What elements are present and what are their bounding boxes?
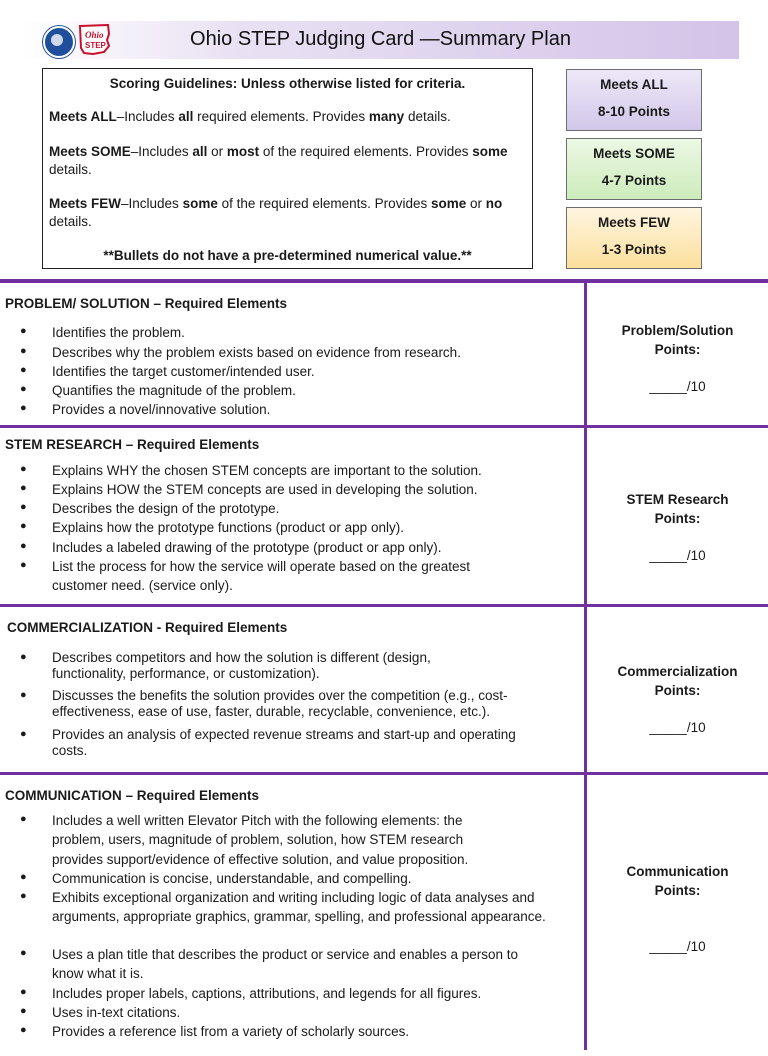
score-key-meets-some bbox=[566, 138, 702, 200]
score-label-points: Points: bbox=[654, 342, 701, 357]
list-item: ● Identifies the problem. bbox=[52, 323, 554, 342]
score-key-meets-few bbox=[566, 207, 702, 269]
score-label-points: Points: bbox=[654, 683, 701, 698]
guideline-meets-some: Meets SOME–Includes all or most of the required elements. Provides some details. bbox=[49, 144, 508, 177]
score-key-label: Meets ALL bbox=[600, 77, 668, 92]
score-blank[interactable]: _____/10 bbox=[649, 379, 706, 394]
section-divider bbox=[0, 425, 768, 428]
section-divider bbox=[0, 604, 768, 607]
score-label: Commercialization bbox=[617, 664, 738, 679]
bullet-icon: ● bbox=[20, 986, 27, 998]
list-item: ● Includes a labeled drawing of the prototype (product or app only). bbox=[52, 538, 554, 557]
score-key-points: 4-7 Points bbox=[601, 173, 667, 188]
bullet-icon: ● bbox=[20, 1005, 27, 1017]
score-label: STEM Research bbox=[626, 492, 729, 507]
score-key-label: Meets SOME bbox=[593, 146, 675, 161]
score-blank[interactable]: _____/10 bbox=[649, 939, 706, 954]
list-item: ● Exhibits exceptional organization and writing including logic of data analyses and arguments, appropriate graphics, grammar, spelling, and professional appearance. bbox=[52, 888, 554, 927]
svg-text:STEP: STEP bbox=[85, 41, 106, 50]
bullet-icon: ● bbox=[20, 383, 27, 395]
score-label: Problem/Solution bbox=[621, 323, 734, 338]
score-key-meets-all bbox=[566, 69, 702, 131]
list-item: ● Quantifies the magnitude of the problem. bbox=[52, 381, 554, 400]
list-item: ● Describes why the problem exists based on evidence from research. bbox=[52, 343, 554, 362]
score-stem-research bbox=[587, 490, 768, 563]
bullet-icon: ● bbox=[20, 728, 27, 740]
list-item: ● Uses a plan title that describes the product or service and enables a person to know what it is. bbox=[52, 945, 542, 984]
bullet-icon: ● bbox=[20, 364, 27, 376]
score-blank[interactable]: _____/10 bbox=[649, 720, 706, 735]
score-blank[interactable]: _____/10 bbox=[649, 548, 706, 563]
list-item: ● List the process for how the service will operate based on the greatest customer need. (service only). bbox=[52, 557, 522, 596]
list-item: ● Includes proper labels, captions, attributions, and legends for all figures. bbox=[52, 984, 554, 1003]
bullet-icon: ● bbox=[20, 501, 27, 513]
score-key-points: 1-3 Points bbox=[601, 242, 667, 257]
bullet-icon: ● bbox=[20, 947, 27, 959]
list-item: ● Discusses the benefits the solution provides over the competition (e.g., cost-effectiveness, ease of use, faster, durable, recyclable, convenience, etc.). bbox=[20, 688, 508, 719]
list-item: ● Describes competitors and how the solution is different (design, functionality, performance, or customization). bbox=[20, 650, 431, 681]
list-item: ● Describes the design of the prototype. bbox=[52, 499, 554, 518]
bullet-icon: ● bbox=[20, 651, 27, 663]
list-item: ● Explains WHY the chosen STEM concepts are important to the solution. bbox=[52, 461, 554, 480]
scoring-guidelines-box bbox=[42, 68, 533, 269]
section-title: STEM RESEARCH – Required Elements bbox=[5, 437, 260, 452]
bullet-icon: ● bbox=[20, 890, 27, 902]
score-communication bbox=[587, 862, 768, 954]
bullet-icon: ● bbox=[20, 402, 27, 414]
list-item: ● Uses in-text citations. bbox=[52, 1003, 554, 1022]
score-label: Communication bbox=[626, 864, 729, 879]
section-title: PROBLEM/ SOLUTION – Required Elements bbox=[5, 296, 288, 311]
score-commercialization bbox=[587, 662, 768, 735]
bullet-icon: ● bbox=[20, 1024, 27, 1036]
svg-text:Ohio: Ohio bbox=[85, 30, 104, 40]
header-banner bbox=[22, 21, 739, 59]
list-item: ● Explains how the prototype functions (product or app only). bbox=[52, 518, 554, 537]
guidelines-title: Scoring Guidelines: Unless otherwise listed for criteria. bbox=[109, 76, 466, 91]
score-problem-solution bbox=[587, 321, 768, 394]
guideline-meets-all: Meets ALL–Includes all required elements. Provides many details. bbox=[49, 109, 451, 124]
bullet-icon: ● bbox=[20, 540, 27, 552]
score-key-points: 8-10 Points bbox=[597, 104, 671, 119]
bullet-icon: ● bbox=[20, 463, 27, 475]
section-divider bbox=[0, 279, 768, 283]
bullet-icon: ● bbox=[20, 559, 27, 571]
score-label-points: Points: bbox=[654, 883, 701, 898]
section-title: COMMUNICATION – Required Elements bbox=[5, 788, 260, 803]
bullet-icon: ● bbox=[20, 813, 27, 825]
bullet-icon: ● bbox=[20, 689, 27, 701]
list-item: ● Includes a well written Elevator Pitch with the following elements: the problem, users, magnitude of problem, solution, how STEM research provides support/evidence of effective solution, and value proposition. bbox=[52, 811, 514, 869]
bullet-icon: ● bbox=[20, 520, 27, 532]
score-label-points: Points: bbox=[654, 511, 701, 526]
list-item: ● Provides a reference list from a variety of scholarly sources. bbox=[52, 1022, 554, 1041]
list-item: ● Provides an analysis of expected revenue streams and start-up and operating costs. bbox=[20, 727, 516, 758]
bullet-icon: ● bbox=[20, 345, 27, 357]
list-item: ● Identifies the target customer/intended user. bbox=[52, 362, 554, 381]
section-divider bbox=[0, 772, 768, 775]
list-item: ● Explains HOW the STEM concepts are used in developing the solution. bbox=[52, 480, 554, 499]
bullet-icon: ● bbox=[20, 482, 27, 494]
guidelines-note: **Bullets do not have a pre-determined numerical value.** bbox=[103, 248, 472, 263]
guideline-meets-few: Meets FEW–Includes some of the required elements. Provides some or no details. bbox=[49, 196, 503, 229]
score-key-label: Meets FEW bbox=[597, 215, 670, 230]
list-item: ● Provides a novel/innovative solution. bbox=[52, 400, 554, 419]
section-title: COMMERCIALIZATION - Required Elements bbox=[7, 620, 288, 635]
bullet-icon: ● bbox=[20, 325, 27, 337]
list-item: ● Communication is concise, understandable, and compelling. bbox=[52, 869, 554, 888]
page-title: Ohio STEP Judging Card —Summary Plan bbox=[190, 28, 571, 50]
bullet-icon: ● bbox=[20, 871, 27, 883]
